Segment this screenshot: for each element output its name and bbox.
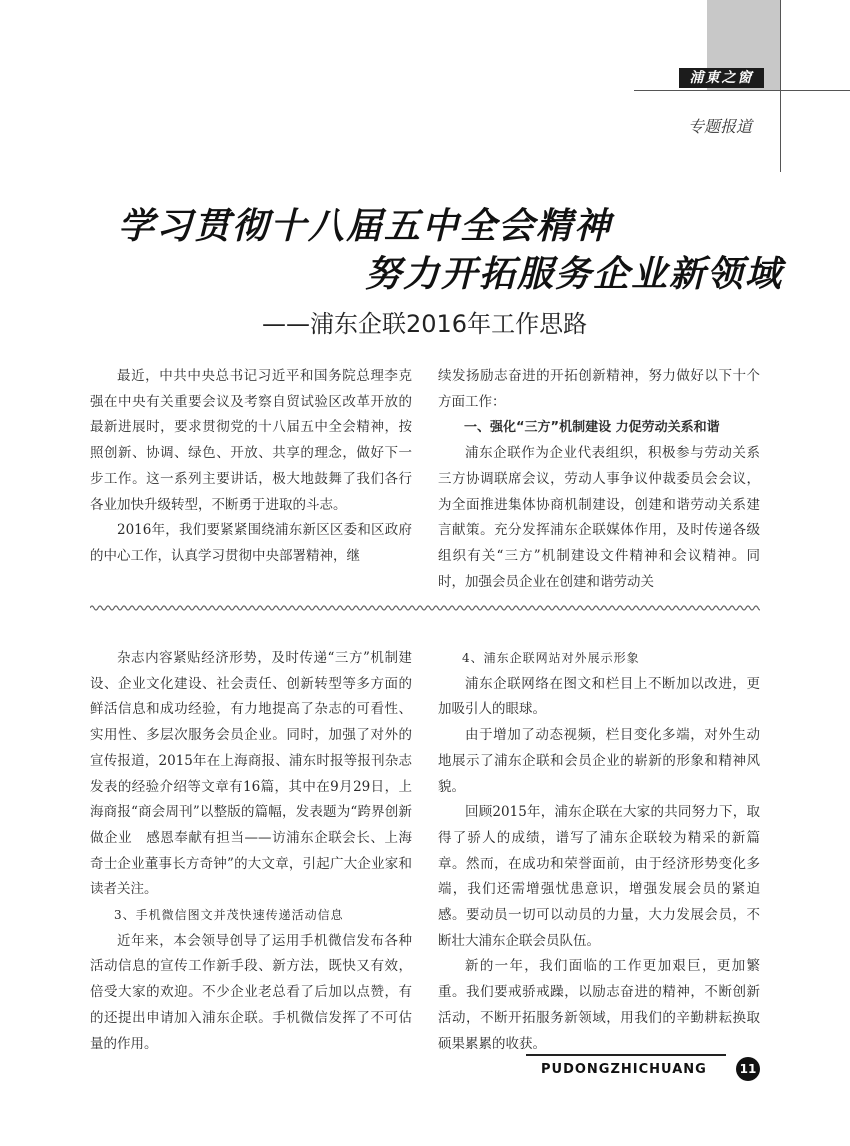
subsection-heading: 4、浦东企联网站对外展示形象 [462, 651, 640, 665]
paragraph: 浦东企联网络在图文和栏目上不断加以改进，更加吸引人的眼球。 [438, 675, 760, 718]
subsection-heading: 3、手机微信图文并茂快速传递活动信息 [114, 908, 344, 923]
paragraph: 回顾2015年，浦东企联在大家的共同努力下，取得了骄人的成绩，谱写了浦东企联较为精采的新篇章。然而，在成功和荣誉面前，由于经济形势变化多端，我们还需增强忧患意识，增强发展会员的紧迫感。要动员一切可以动员的力量，大力发展会员，不断壮大浦东企联会员队伍。 [438, 804, 760, 949]
brand-label: 浦東之窗 [679, 68, 764, 88]
subtitle: ——浦东企联2016年工作思路 [262, 310, 588, 338]
paragraph: 续发扬励志奋进的开拓创新精神，努力做好以下十个方面工作： [438, 368, 760, 410]
bottom-right-column [438, 646, 760, 1057]
header-vertical-rule [780, 0, 781, 172]
paragraph: 最近，中共中央总书记习近平和国务院总理李克强在中央有关重要会议及考察自贸试验区改革开放的最新进展时，要求贯彻党的十八届五中全会精神，按照创新、协调、绿色、开放、共享的理念，做好下一步工作。这一系列主要讲话，极大地鼓舞了我们各行各业加快升级转型，不断勇于进取的斗志。 [90, 368, 412, 513]
title-line-2: 努力开拓服务企业新领域 [365, 254, 784, 295]
wavy-divider [90, 602, 760, 614]
paragraph: 2016年，我们要紧紧围绕浦东新区区委和区政府的中心工作，认真学习贯彻中央部署精神，继 [90, 522, 412, 564]
paragraph: 浦东企联作为企业代表组织，积极参与劳动关系三方协调联席会议，劳动人事争议仲裁委员会会议，为全面推进集体协商机制建设，创建和谐劳动关系建言献策。充分发挥浦东企联媒体作用，及时传递各级组织有关“三方”机制建设文件精神和会议精神。同时，加强会员企业在创建和谐劳动关 [438, 445, 760, 590]
page-number: 11 [736, 1057, 760, 1081]
paragraph: 由于增加了动态视频，栏目变化多端，对外生动地展示了浦东企联和会员企业的崭新的形象和精神风貌。 [438, 727, 760, 795]
paragraph: 新的一年，我们面临的工作更加艰巨，更加繁重。我们要戒骄戒躁，以励志奋进的精神，不断创新活动，不断开拓服务新领域，用我们的辛勤耕耘换取硕果累累的收获。 [438, 958, 760, 1052]
top-left-column [90, 364, 412, 570]
header-horizontal-rule [634, 90, 850, 91]
bottom-left-column [90, 646, 412, 1057]
magazine-name: PUDONGZHICHUANG [541, 1062, 707, 1077]
section-label: 专题报道 [688, 117, 753, 136]
paragraph: 近年来，本会领导创导了运用手机微信发布各种活动信息的宣传工作新手段、新方法，既快又有效，倍受大家的欢迎。不少企业老总看了后加以点赞，有的还提出申请加入浦东企联。手机微信发挥了不可估量的作用。 [90, 932, 412, 1052]
footer-rule [526, 1054, 726, 1056]
paragraph: 杂志内容紧贴经济形势，及时传递“三方”机制建设、企业文化建设、社会责任、创新转型等多方面的鲜活信息和成功经验，有力地提高了杂志的可看性、实用性、多层次服务会员企业。同时，加强了对外的宣传报道，2015年在上海商报、浦东时报等报刊杂志发表的经验介绍等文章有16篇，其中在9月29日，上海商报“商会周刊”以整版的篇幅，发表题为“跨界创新做企业 感恩奉献有担当——访浦东企联会长、上海奇士企业董事长方奇钟”的大文章，引起广大企业家和读者关注。 [90, 650, 412, 898]
top-right-column [438, 364, 760, 595]
title-line-1: 学习贯彻十八届五中全会精神 [118, 206, 613, 247]
section-heading: 一、强化“三方”机制建设 力促劳动关系和谐 [464, 420, 720, 436]
